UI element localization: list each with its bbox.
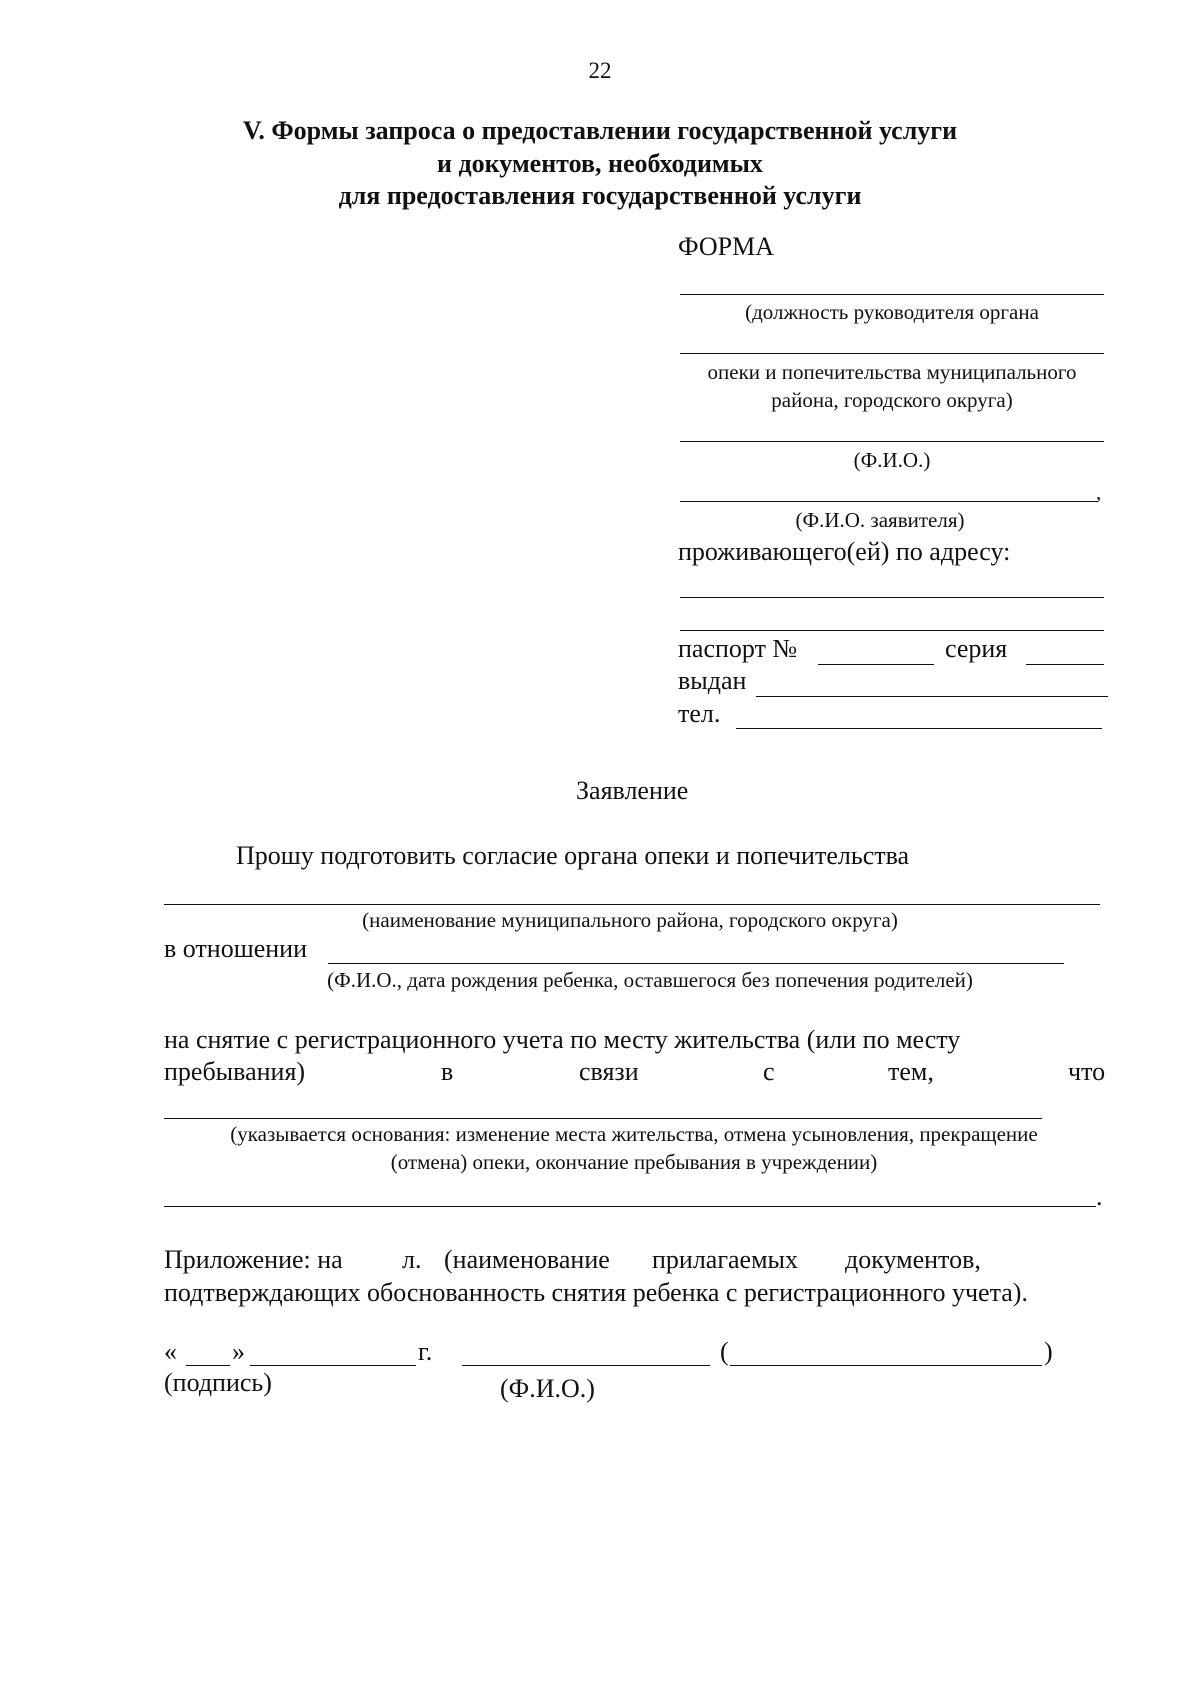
passport-label: паспорт № [678,634,798,663]
grounds-caption-1: (указывается основания: изменение места жительства, отмена усыновления, прекращение [230,1122,1038,1146]
attachment-word: прилагаемых [652,1245,799,1274]
municipality-caption: (наименование муниципального района, городского округа) [362,908,898,932]
child-caption: (Ф.И.О., дата рождения ребенка, оставшегося без попечения родителей) [327,968,973,992]
position-caption-3: района, городского округа) [771,388,1013,412]
grounds-caption-2: (отмена) опеки, окончание пребывания в учреждении) [390,1150,878,1174]
fio-field-line[interactable] [680,441,1104,442]
fio-caption: (Ф.И.О.) [853,448,931,472]
attachment-word: л. [402,1245,422,1274]
removal-word: связи [579,1057,639,1086]
attachment-word: Приложение: на [164,1245,343,1274]
date-quote-close: » [232,1337,245,1366]
address-field-line-2[interactable] [680,630,1104,631]
municipality-field-line[interactable] [164,904,1100,905]
attachment-word: документов, [845,1245,981,1274]
phone-field[interactable] [736,728,1102,729]
signature-field[interactable] [462,1365,710,1366]
passport-number-field[interactable] [818,664,934,665]
passport-series-field[interactable] [1026,664,1104,665]
applicant-caption: (Ф.И.О. заявителя) [795,508,965,532]
date-day-field[interactable] [186,1365,230,1366]
issued-label: выдан [678,666,747,695]
request-line: Прошу подготовить согласие органа опеки и попечительства [236,841,910,870]
position-caption-1: (должность руководителя органа [745,300,1039,324]
page-number: 22 [588,58,612,83]
position-field-line-1[interactable] [680,294,1104,295]
regarding-label: в отношении [164,934,308,963]
removal-word: пребывания) [164,1057,306,1086]
attachment-line-2: подтверждающих обоснованность снятия ребенка с регистрационного учета). [164,1278,1028,1307]
residing-label: проживающего(ей) по адресу: [678,537,1011,566]
grounds-field-line-2[interactable] [164,1206,1096,1207]
fio-paren-close: ) [1044,1337,1053,1366]
issued-field[interactable] [756,696,1108,697]
position-field-line-2[interactable] [680,353,1104,354]
signature-caption: (подпись) [164,1368,272,1397]
removal-line-1: на снятие с регистрационного учета по месту жительства (или по месту [164,1025,961,1054]
signature-fio-caption: (Ф.И.О.) [500,1374,595,1403]
section-heading-line-3: для предоставления государственной услуги [338,181,862,210]
grounds-field-line[interactable] [164,1118,1042,1119]
removal-word: тем, [888,1057,934,1086]
address-field-line-1[interactable] [680,597,1104,598]
date-quote-open: « [164,1337,177,1366]
year-label: г. [418,1337,433,1366]
child-field-line[interactable] [328,963,1064,964]
signature-fio-field[interactable] [730,1365,1042,1366]
removal-word: что [1068,1057,1106,1086]
form-label: ФОРМА [678,232,774,261]
section-heading-line-2: и документов, необходимых [437,149,763,178]
phone-label: тел. [678,699,721,728]
fio-paren-open: ( [720,1337,729,1366]
statement-title: Заявление [576,776,689,805]
section-heading-line-1: V. Формы запроса о предоставлении государственной услуги [242,116,958,145]
applicant-comma: , [1096,480,1102,504]
date-month-field[interactable] [250,1365,416,1366]
position-caption-2: опеки и попечительства муниципального [707,360,1077,384]
applicant-field-line[interactable] [680,501,1098,502]
removal-word: в [441,1057,454,1086]
attachment-word: (наименование [444,1245,610,1274]
removal-word: с [763,1057,775,1086]
grounds-period: . [1096,1182,1103,1211]
series-label: серия [945,634,1008,663]
